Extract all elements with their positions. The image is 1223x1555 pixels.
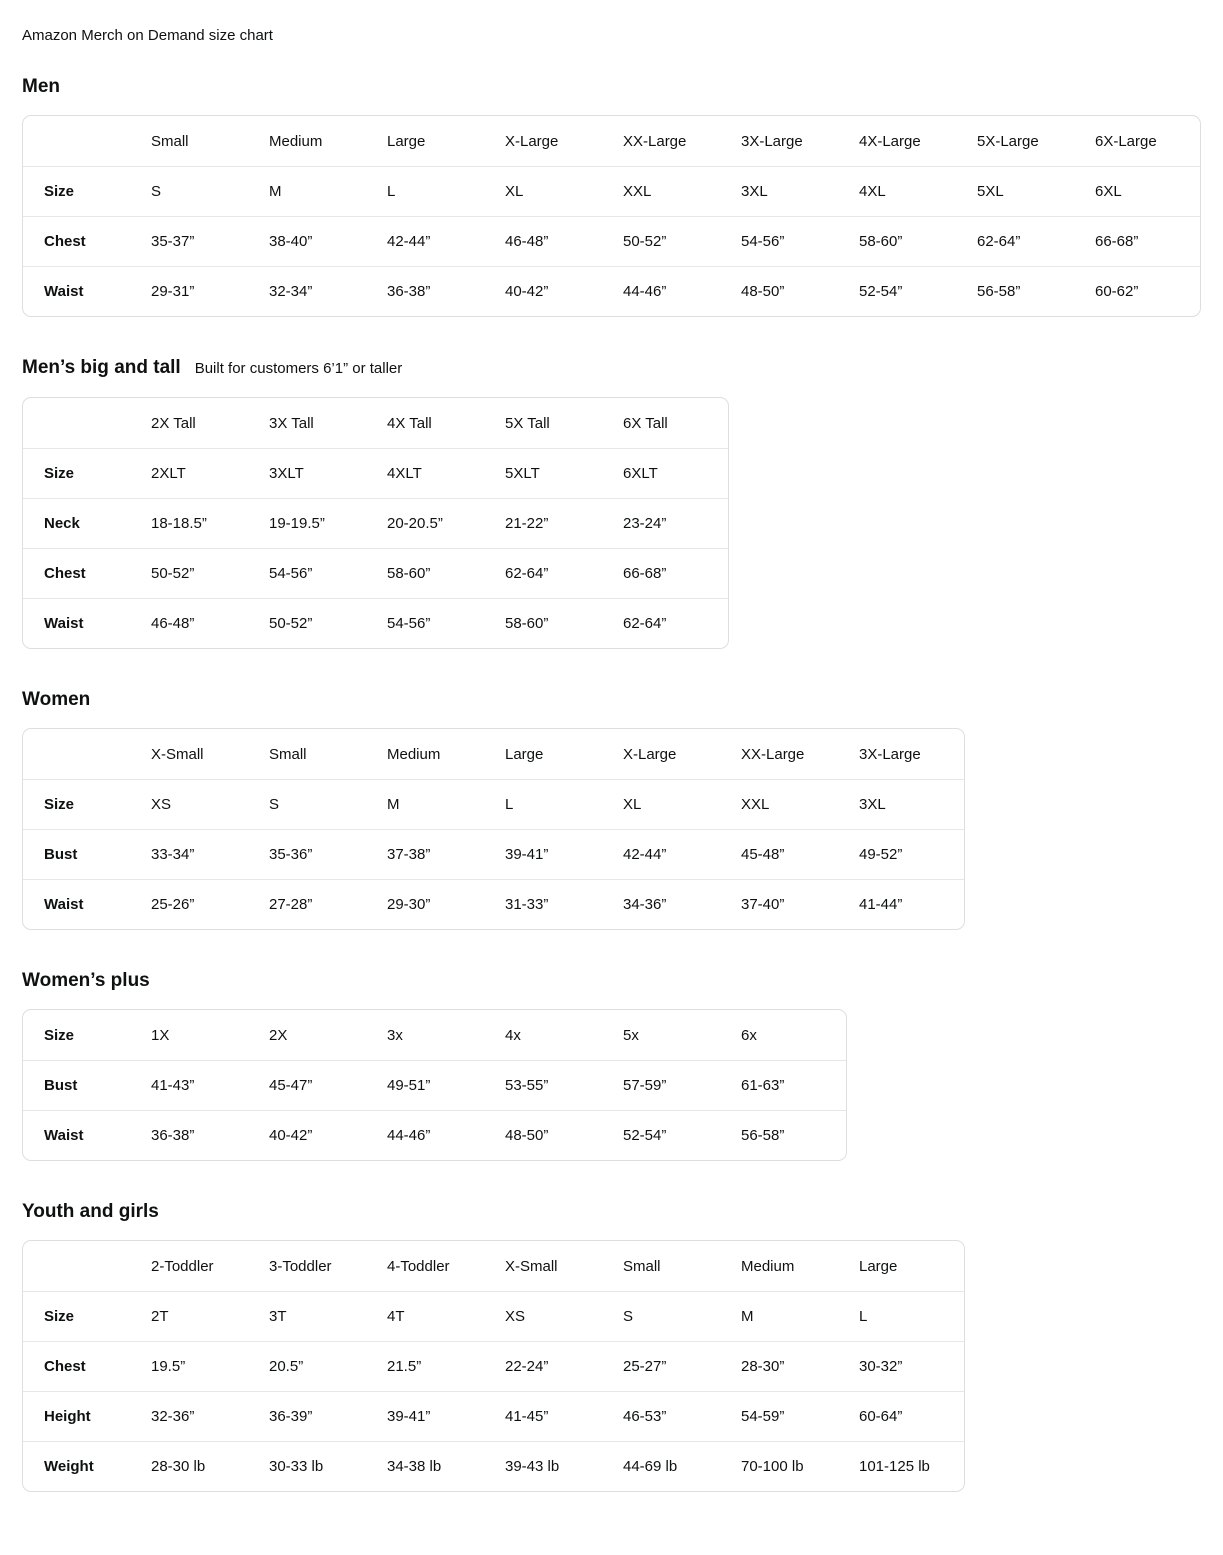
row-label: Size [23, 448, 130, 498]
cell: 36-38” [366, 266, 484, 316]
cell: 36-39” [248, 1391, 366, 1441]
table-row [23, 498, 728, 548]
column-header: Large [505, 745, 544, 763]
corner-cell [23, 729, 130, 779]
cell: 4XLT [366, 448, 484, 498]
size-table-women [22, 728, 965, 930]
column-header: 5X Tall [505, 414, 550, 432]
row-label: Size [23, 779, 130, 829]
table-row [23, 1391, 964, 1441]
cell: 54-56” [720, 216, 838, 266]
cell: 50-52” [602, 216, 720, 266]
cell: 66-68” [602, 548, 728, 598]
cell: M [720, 1291, 838, 1341]
section-heading-mens-big-and-tall [22, 356, 1201, 381]
cell: 5XLT [484, 448, 602, 498]
cell: 1X [151, 1026, 170, 1044]
cell: 30-33 lb [248, 1441, 366, 1491]
row-label: Size [23, 166, 130, 216]
cell: 57-59” [602, 1060, 720, 1110]
cell: 60-62” [1074, 266, 1200, 316]
cell: 58-60” [484, 598, 602, 648]
cell: 34-38 lb [366, 1441, 484, 1491]
size-table-youth-and-girls [22, 1240, 965, 1492]
column-header: Medium [387, 745, 441, 763]
section-heading-men [22, 75, 1201, 99]
column-header: 6X-Large [1095, 132, 1157, 150]
cell: 45-48” [720, 829, 838, 879]
cell: 54-56” [366, 598, 484, 648]
row-label: Chest [23, 1341, 130, 1391]
cell: 52-54” [838, 266, 956, 316]
cell: 21.5” [366, 1341, 484, 1391]
cell: 5x [623, 1026, 639, 1044]
cell: S [130, 166, 248, 216]
column-header: 4X Tall [387, 414, 432, 432]
cell: 44-46” [366, 1110, 484, 1160]
cell: 46-53” [602, 1391, 720, 1441]
row-label: Waist [23, 879, 130, 929]
cell: 6XLT [602, 448, 728, 498]
table-row [23, 1110, 846, 1160]
cell: 46-48” [484, 216, 602, 266]
column-header: Medium [741, 1257, 795, 1275]
section-title: Youth and girls [22, 1201, 159, 1222]
column-header: 3X Tall [269, 414, 314, 432]
section-heading-womens-plus [22, 969, 1201, 993]
row-label: Chest [23, 548, 130, 598]
table-row [23, 216, 1200, 266]
column-header: 3X-Large [741, 132, 803, 150]
cell: 50-52” [248, 598, 366, 648]
column-header: 4-Toddler [387, 1257, 450, 1275]
cell: 2X [269, 1026, 288, 1044]
cell: 3XL [838, 779, 964, 829]
cell: 25-27” [602, 1341, 720, 1391]
cell: 62-64” [956, 216, 1074, 266]
cell: 40-42” [248, 1110, 366, 1160]
row-label: Bust [23, 1060, 130, 1110]
cell: XXL [602, 166, 720, 216]
table-row [23, 1291, 964, 1341]
cell: 3T [248, 1291, 366, 1341]
cell: 36-38” [130, 1110, 248, 1160]
cell: 18-18.5” [130, 498, 248, 548]
cell: 38-40” [248, 216, 366, 266]
table-row [23, 1441, 964, 1491]
cell: 50-52” [130, 548, 248, 598]
table-row [23, 879, 964, 929]
cell: XXL [720, 779, 838, 829]
section-heading-women [22, 688, 1201, 712]
cell: 41-43” [130, 1060, 248, 1110]
cell: 27-28” [248, 879, 366, 929]
cell: 60-64” [838, 1391, 964, 1441]
cell: 30-32” [838, 1341, 964, 1391]
table-row [23, 548, 728, 598]
cell: 42-44” [366, 216, 484, 266]
cell: 62-64” [484, 548, 602, 598]
cell: 29-31” [130, 266, 248, 316]
cell: M [248, 166, 366, 216]
cell: 28-30” [720, 1341, 838, 1391]
section-title: Men [22, 76, 60, 97]
table-row [23, 1060, 846, 1110]
cell: 37-38” [366, 829, 484, 879]
row-label: Weight [23, 1441, 130, 1491]
table-row [23, 166, 1200, 216]
column-header: Medium [269, 132, 323, 150]
cell: 39-43 lb [484, 1441, 602, 1491]
header-row [23, 116, 1200, 166]
column-header: 3X-Large [859, 745, 921, 763]
table-row [23, 829, 964, 879]
cell: 61-63” [720, 1060, 846, 1110]
section-subtitle: Built for customers 6’1” or taller [194, 360, 403, 377]
cell: 49-51” [366, 1060, 484, 1110]
cell: 4XL [838, 166, 956, 216]
section-title: Men’s big and tall [22, 357, 181, 378]
cell: 46-48” [130, 598, 248, 648]
table-row [23, 266, 1200, 316]
cell: 6x [741, 1026, 757, 1044]
cell: XL [484, 166, 602, 216]
column-header: XX-Large [623, 132, 687, 150]
section-title: Women [22, 689, 91, 710]
size-table-womens-plus [22, 1009, 847, 1161]
cell: 41-44” [838, 879, 964, 929]
cell: 101-125 lb [838, 1441, 964, 1491]
header-row [23, 729, 964, 779]
cell: 35-37” [130, 216, 248, 266]
cell: 31-33” [484, 879, 602, 929]
size-table-men [22, 115, 1201, 317]
cell: S [248, 779, 366, 829]
size-table-mens-big-and-tall [22, 397, 729, 649]
cell: 20-20.5” [366, 498, 484, 548]
cell: 34-36” [602, 879, 720, 929]
cell: 2T [130, 1291, 248, 1341]
cell: 41-45” [484, 1391, 602, 1441]
cell: 4T [366, 1291, 484, 1341]
cell: 3XL [720, 166, 838, 216]
cell: 32-36” [130, 1391, 248, 1441]
row-label: Waist [23, 598, 130, 648]
cell: 58-60” [366, 548, 484, 598]
cell: XS [130, 779, 248, 829]
cell: L [838, 1291, 964, 1341]
cell: 58-60” [838, 216, 956, 266]
cell: 54-56” [248, 548, 366, 598]
cell: 3XLT [248, 448, 366, 498]
cell: 48-50” [484, 1110, 602, 1160]
cell: 25-26” [130, 879, 248, 929]
column-header: 2X Tall [151, 414, 196, 432]
section-title: Women’s plus [22, 970, 150, 991]
corner-cell [23, 398, 130, 448]
row-label: Size [44, 1026, 75, 1044]
cell: 56-58” [956, 266, 1074, 316]
column-header: Small [269, 745, 307, 763]
cell: 20.5” [248, 1341, 366, 1391]
cell: 22-24” [484, 1341, 602, 1391]
cell: 3x [387, 1026, 403, 1044]
column-header: X-Large [623, 745, 677, 763]
table-row [23, 448, 728, 498]
row-label: Height [23, 1391, 130, 1441]
row-label: Size [23, 1291, 130, 1341]
sections-container [22, 75, 1201, 1492]
cell: XS [484, 1291, 602, 1341]
cell: 23-24” [602, 498, 728, 548]
cell: 35-36” [248, 829, 366, 879]
cell: M [366, 779, 484, 829]
row-label: Neck [23, 498, 130, 548]
page-title: Amazon Merch on Demand size chart [22, 27, 273, 44]
cell: 52-54” [602, 1110, 720, 1160]
cell: 53-55” [484, 1060, 602, 1110]
corner-cell [23, 1241, 130, 1291]
column-header: X-Large [505, 132, 559, 150]
cell: S [602, 1291, 720, 1341]
cell: 40-42” [484, 266, 602, 316]
corner-cell [23, 116, 130, 166]
cell: 33-34” [130, 829, 248, 879]
column-header: Small [623, 1257, 661, 1275]
column-header: 2-Toddler [151, 1257, 214, 1275]
cell: 48-50” [720, 266, 838, 316]
table-row [23, 779, 964, 829]
cell: 44-46” [602, 266, 720, 316]
cell: 56-58” [720, 1110, 846, 1160]
cell: 44-69 lb [602, 1441, 720, 1491]
cell: 5XL [956, 166, 1074, 216]
column-header: 4X-Large [859, 132, 921, 150]
cell: L [366, 166, 484, 216]
cell: 42-44” [602, 829, 720, 879]
cell: 29-30” [366, 879, 484, 929]
row-label: Bust [23, 829, 130, 879]
cell: 39-41” [484, 829, 602, 879]
cell: 66-68” [1074, 216, 1200, 266]
column-header: Large [387, 132, 426, 150]
cell: 19-19.5” [248, 498, 366, 548]
row-label: Waist [23, 1110, 130, 1160]
cell: 54-59” [720, 1391, 838, 1441]
section-heading-youth-and-girls [22, 1200, 1201, 1224]
cell: 6XL [1074, 166, 1200, 216]
cell: 32-34” [248, 266, 366, 316]
table-row [23, 1010, 846, 1060]
column-header: 6X Tall [623, 414, 668, 432]
cell: 28-30 lb [130, 1441, 248, 1491]
table-row [23, 1341, 964, 1391]
cell: 70-100 lb [720, 1441, 838, 1491]
cell: XL [602, 779, 720, 829]
cell: 19.5” [130, 1341, 248, 1391]
column-header: Small [151, 132, 189, 150]
cell: 45-47” [248, 1060, 366, 1110]
column-header: X-Small [505, 1257, 558, 1275]
cell: 4x [505, 1026, 521, 1044]
row-label: Waist [23, 266, 130, 316]
cell: 37-40” [720, 879, 838, 929]
header-row [23, 398, 728, 448]
column-header: XX-Large [741, 745, 805, 763]
column-header: 5X-Large [977, 132, 1039, 150]
column-header: X-Small [151, 745, 204, 763]
cell: 2XLT [130, 448, 248, 498]
row-label: Chest [23, 216, 130, 266]
header-row [23, 1241, 964, 1291]
cell: 62-64” [602, 598, 728, 648]
cell: 49-52” [838, 829, 964, 879]
column-header: 3-Toddler [269, 1257, 332, 1275]
cell: 39-41” [366, 1391, 484, 1441]
column-header: Large [859, 1257, 898, 1275]
table-row [23, 598, 728, 648]
cell: 21-22” [484, 498, 602, 548]
cell: L [484, 779, 602, 829]
